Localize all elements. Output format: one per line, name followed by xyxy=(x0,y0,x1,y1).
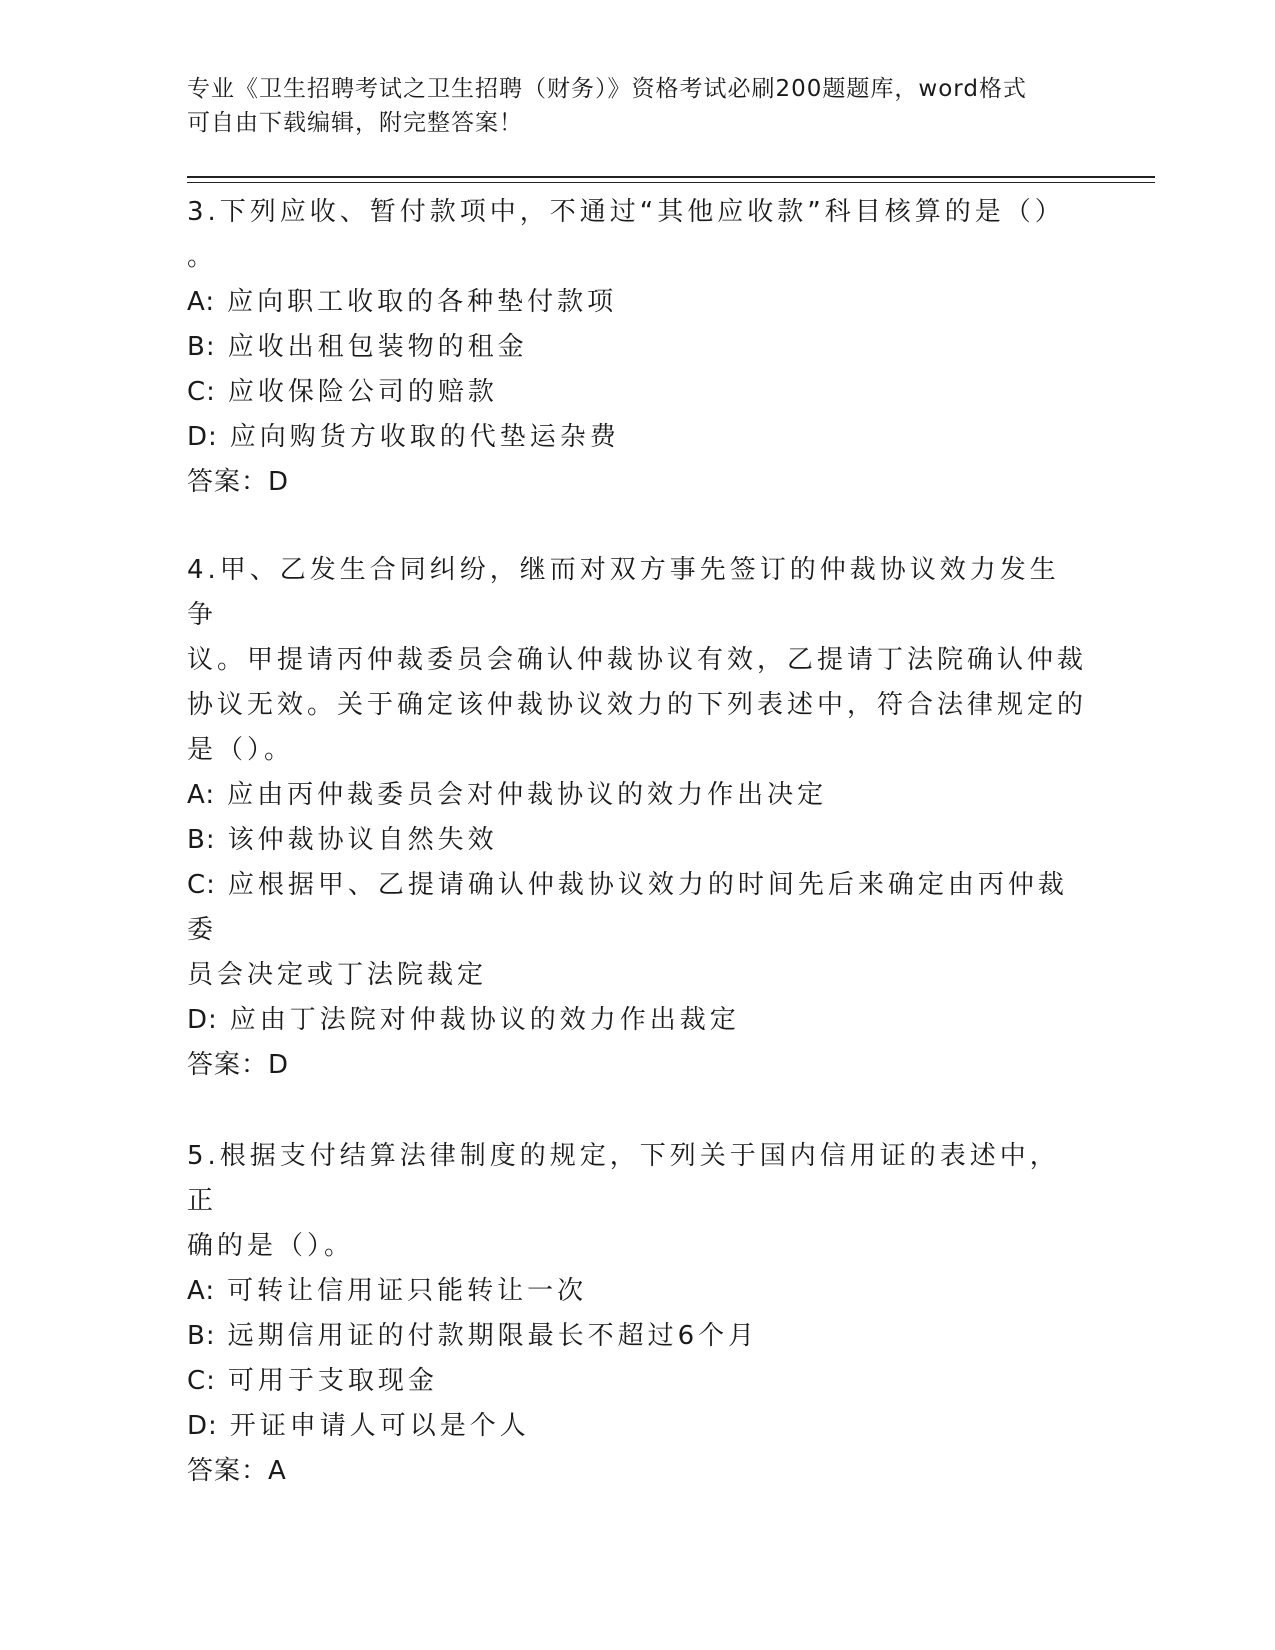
option-b xyxy=(187,1314,1087,1359)
option-text: 该仲裁协议自然失效 xyxy=(227,825,498,855)
question-text-line: 协议无效。关于确定该仲裁协议效力的下列表述中，符合法律规定的 xyxy=(187,690,1088,720)
option-text: 应根据甲、乙提请确认仲裁协议效力的时间先后来确定由丙仲裁委 xyxy=(187,870,1068,945)
option-a xyxy=(187,280,1087,325)
option-c-continuation: 员会决定或丁法院裁定 xyxy=(187,960,488,990)
answer-line: 答案：A xyxy=(187,1456,287,1486)
question-text-line: 4.甲、乙发生合同纠纷，继而对双方事先签订的仲裁协议效力发生争 xyxy=(187,555,1060,630)
option-label: C: xyxy=(187,1366,216,1396)
option-label: C: xyxy=(187,870,216,900)
option-label: B: xyxy=(187,1321,216,1351)
option-c xyxy=(187,370,1087,415)
answer-line: 答案：D xyxy=(187,1050,290,1080)
option-text: 应收保险公司的赔款 xyxy=(227,377,498,407)
option-c xyxy=(187,1359,1087,1404)
header-divider-thin xyxy=(187,182,1155,183)
header-line-1: 专业《卫生招聘考试之卫生招聘（财务）》资格考试必刷200题题库，word格式 xyxy=(187,76,1027,102)
question-text-line: 。 xyxy=(187,242,218,272)
option-text: 应由丁法院对仲裁协议的效力作出裁定 xyxy=(229,1005,740,1035)
option-label: A: xyxy=(187,287,216,317)
answer-line: 答案：D xyxy=(187,467,290,497)
option-label: C: xyxy=(187,377,216,407)
option-text: 可转让信用证只能转让一次 xyxy=(227,1276,588,1306)
option-text: 应向购货方收取的代垫运杂费 xyxy=(229,422,620,452)
option-text: 应向职工收取的各种垫付款项 xyxy=(227,287,618,317)
question-4 xyxy=(187,548,1087,1088)
option-b xyxy=(187,818,1087,863)
document-header xyxy=(187,72,1067,140)
header-divider-thick xyxy=(187,176,1155,178)
option-text: 应由丙仲裁委员会对仲裁协议的效力作出决定 xyxy=(227,780,828,810)
option-label: D: xyxy=(187,1005,218,1035)
question-3 xyxy=(187,190,1087,505)
option-a xyxy=(187,773,1087,818)
option-label: D: xyxy=(187,1411,218,1441)
question-text-line: 是（）。 xyxy=(187,735,295,765)
option-c xyxy=(187,863,1087,953)
question-gap xyxy=(187,505,1087,548)
question-list xyxy=(187,190,1087,1494)
question-text-line: 5.根据支付结算法律制度的规定，下列关于国内信用证的表述中，正 xyxy=(187,1141,1060,1216)
question-gap xyxy=(187,1088,1087,1134)
option-d xyxy=(187,415,1087,460)
option-label: A: xyxy=(187,780,216,810)
option-d xyxy=(187,998,1087,1043)
option-text: 可用于支取现金 xyxy=(227,1366,438,1396)
question-text-line: 议。甲提请丙仲裁委员会确认仲裁协议有效，乙提请丁法院确认仲裁 xyxy=(187,645,1088,675)
option-text: 远期信用证的付款期限最长不超过6个月 xyxy=(227,1321,759,1351)
question-text-line: 3.下列应收、暂付款项中，不通过“其他应收款”科目核算的是（） xyxy=(187,197,1065,227)
option-d xyxy=(187,1404,1087,1449)
question-text-line: 确的是（）。 xyxy=(187,1231,355,1261)
option-label: B: xyxy=(187,825,216,855)
question-5 xyxy=(187,1134,1087,1494)
option-label: A: xyxy=(187,1276,216,1306)
option-label: D: xyxy=(187,422,218,452)
option-text: 应收出租包装物的租金 xyxy=(227,332,528,362)
header-line-2: 可自由下载编辑，附完整答案！ xyxy=(187,110,523,136)
option-a xyxy=(187,1269,1087,1314)
option-b xyxy=(187,325,1087,370)
option-label: B: xyxy=(187,332,216,362)
option-text: 开证申请人可以是个人 xyxy=(229,1411,530,1441)
